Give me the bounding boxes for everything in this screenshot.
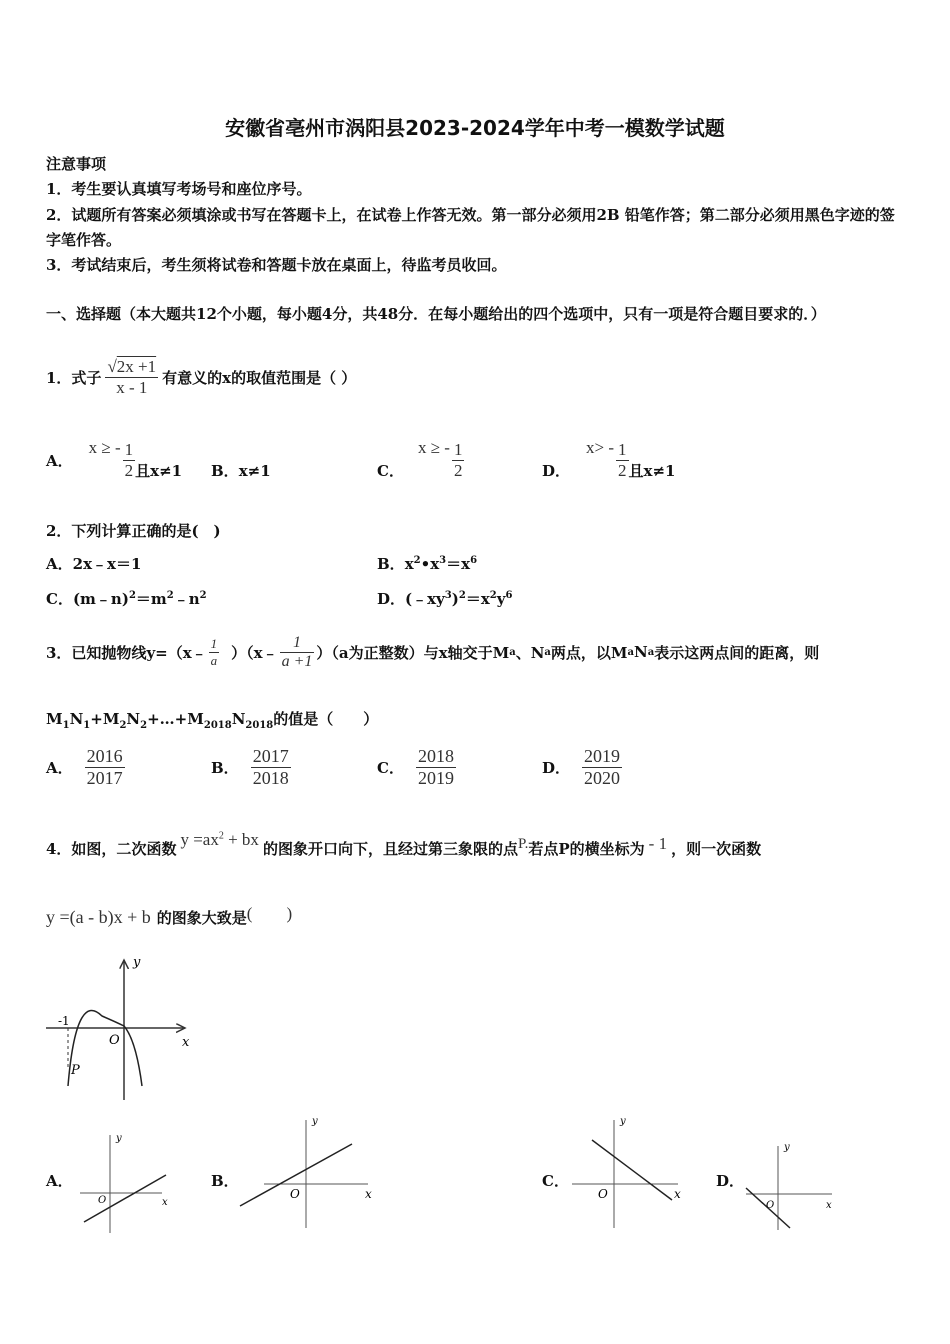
q4-graph-minus-one: -1 <box>58 1014 70 1028</box>
q1-option-b[interactable]: B．x≠1 <box>211 462 271 480</box>
page-title: 安徽省亳州市涡阳县2023-2024学年中考一模数学试题 <box>225 116 725 140</box>
q4-option-c-label[interactable]: C． <box>542 1172 569 1190</box>
q1-option-c[interactable]: C． x ≥ - $\frac{1}{2}$ <box>377 438 463 480</box>
q4-parabola-graph <box>40 950 200 1110</box>
svg-text:x: x <box>365 1187 372 1201</box>
q4-option-a-label[interactable]: A． <box>46 1172 73 1190</box>
q4-quadratic: $y =ax^2$ + bx <box>180 830 259 849</box>
q2-option-a[interactable]: A．2x﹣x＝1 <box>46 555 142 573</box>
svg-text:y: y <box>620 1116 626 1127</box>
svg-text:y: y <box>116 1133 122 1144</box>
q1-suffix: 有意义的x的取值范围是（ ） <box>162 368 357 387</box>
svg-text:x: x <box>674 1187 681 1201</box>
question-1 <box>46 352 356 402</box>
q4-option-b-graph[interactable] <box>234 1110 384 1230</box>
q2-option-b[interactable]: B．$x^2•x^3=x^6$ <box>377 555 478 573</box>
notice-heading: 注意事项 <box>46 155 107 173</box>
notice-item-2: 2．试题所有答案必须填涂或书写在答题卡上，在试卷上作答无效。第一部分必须用2B 铅笔作答；第二部分必须用黑色字迹的签字笔作答。 <box>46 206 895 249</box>
svg-text:x: x <box>826 1200 832 1211</box>
q1-option-a[interactable]: A． x ≥ - $\frac{1}{2}$ 且x≠1 <box>46 438 183 480</box>
q4-option-d-label[interactable]: D． <box>716 1172 745 1190</box>
q1-denominator: x - 1 <box>105 377 158 398</box>
q4-option-c-graph[interactable] <box>566 1110 691 1230</box>
q3-option-b[interactable]: B． $\frac{2017}{2018}$ <box>211 745 289 788</box>
q3-option-c[interactable]: C． $\frac{2018}{2019}$ <box>377 745 454 788</box>
section-heading: 一、选择题（本大题共12个小题，每小题4分，共48分．在每小题给出的四个选项中，只有一项是符合题目要求的．） <box>46 305 826 323</box>
q1-numerator: √2x +1 <box>107 356 157 376</box>
svg-text:y: y <box>784 1142 790 1153</box>
svg-text:O: O <box>290 1187 300 1201</box>
svg-text:x: x <box>162 1197 168 1208</box>
q4-option-d-graph[interactable] <box>740 1138 840 1238</box>
svg-text:O: O <box>598 1187 608 1201</box>
question-2: 2．下列计算正确的是( ) <box>46 522 221 540</box>
q4-line2: y =(a - b)x + b 的图象大致是 ( ) <box>46 903 293 927</box>
notice-item-1: 1．考生要认真填写考场号和座位序号。 <box>46 180 312 198</box>
q1-prefix: 1．式子 <box>46 368 102 387</box>
q4-graph-x-label: x <box>182 1035 190 1050</box>
notice-item-3: 3．考试结束后，考生须将试卷和答题卡放在桌面上，待监考员收回。 <box>46 256 507 274</box>
q4-graph-origin: O <box>109 1033 120 1048</box>
svg-text:O: O <box>98 1195 107 1206</box>
q3-option-a[interactable]: A． $\frac{2016}{2017}$ <box>46 745 123 788</box>
question-3: 3．已知抛物线y=（x﹣ $\frac{1}{a}$ ）（x﹣ $\frac{1}{a +1}$ ）（a为正整数）与x轴交于M a 、N a 两点，以M a N a 表示这两点间的距离，则 <box>46 633 820 670</box>
q1-option-d[interactable]: D． x> - $\frac{1}{2}$ 且x≠1 <box>542 438 676 480</box>
q3-option-d[interactable]: D． $\frac{2019}{2020}$ <box>542 745 621 788</box>
q4-graph-point-p: P <box>71 1063 80 1078</box>
q4-option-a-graph[interactable] <box>74 1125 184 1240</box>
q4-graph-y-label: y <box>133 955 141 970</box>
q2-option-c[interactable]: C．$(m﹣n)^2=m^2﹣n^2$ <box>46 590 207 608</box>
q4-option-b-label[interactable]: B． <box>211 1172 239 1190</box>
svg-text:y: y <box>312 1116 318 1127</box>
q1-fraction <box>105 357 158 398</box>
q3-line2: $M_1N_1+M_2N_2+\dots+M_{2018}N_{2018}$的值是（ ） <box>46 710 379 731</box>
svg-text:O: O <box>766 1200 775 1211</box>
q2-option-d[interactable]: D．$(﹣xy^3)^2=x^2y^6$ <box>377 590 513 608</box>
question-4: 4．如图，二次函数 $y =ax^2$ + bx 的图象开口向下，且经过第三象限的点 P. 若点P的横坐标为 - 1 ，则一次函数 <box>46 830 762 858</box>
